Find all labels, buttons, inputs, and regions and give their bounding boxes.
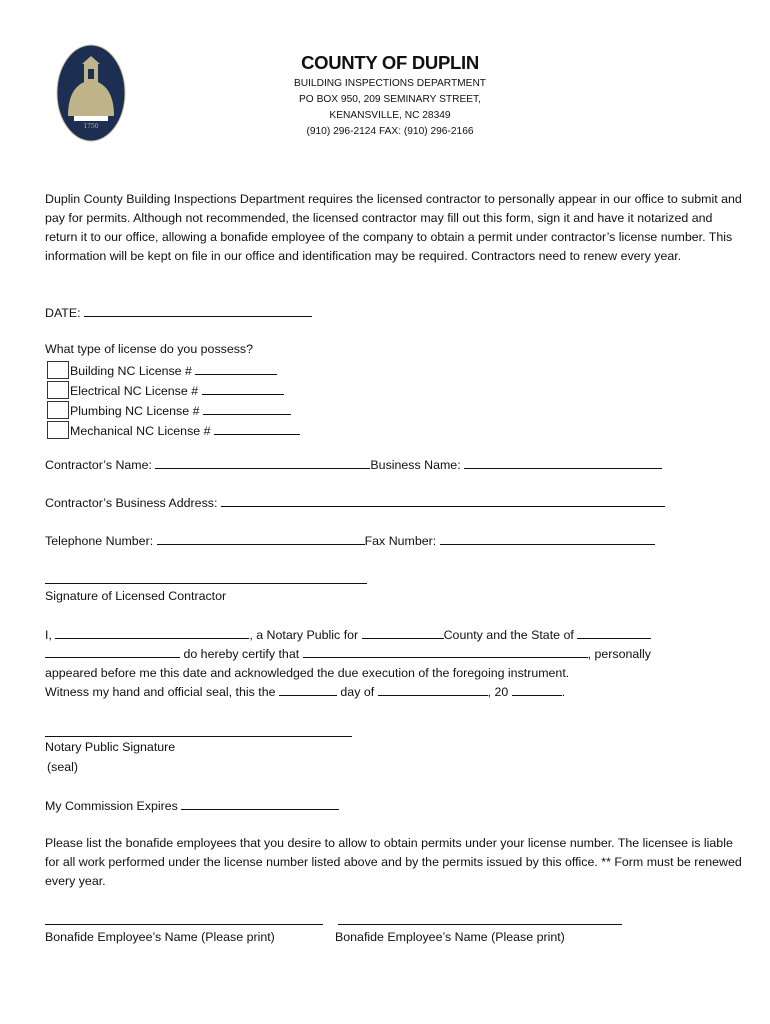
notary-text: , personally	[587, 647, 651, 661]
employee-2-name-line[interactable]	[338, 924, 622, 925]
notary-text: Witness my hand and official seal, this the	[45, 685, 276, 699]
notary-county-field[interactable]	[362, 626, 444, 639]
contractor-signature-line[interactable]	[45, 583, 367, 584]
signature-label: Signature of Licensed Contractor	[45, 589, 227, 603]
svg-text:1750: 1750	[83, 123, 99, 130]
department-name: BUILDING INSPECTIONS DEPARTMENT	[293, 78, 487, 89]
license-item-plumbing	[45, 401, 300, 421]
certify-name-field[interactable]	[45, 645, 180, 658]
license-label: Building NC License #	[70, 364, 192, 378]
telephone-field[interactable]	[157, 532, 365, 545]
fax-field[interactable]	[440, 532, 655, 545]
phone-line: (910) 296-2124 FAX: (910) 296-2166	[306, 126, 474, 137]
page-title: COUNTY OF DUPLIN	[301, 52, 479, 73]
license-label: Mechanical NC License #	[70, 424, 211, 438]
address-label: Contractor’s Business Address:	[45, 496, 218, 510]
fax-label: Fax Number:	[364, 534, 437, 548]
building-checkbox[interactable]	[47, 361, 69, 379]
notary-text: do hereby certify that	[183, 647, 300, 661]
license-item-mechanical	[45, 421, 300, 441]
date-field[interactable]	[84, 304, 312, 317]
mechanical-checkbox[interactable]	[47, 421, 69, 439]
address-row	[45, 494, 665, 510]
intro-paragraph: Duplin County Building Inspections Department requires the licensed contractor to personally appear in our office to submit and pay for permits. Although not recommended, the licensed contractor may fill out this form, sign it and have it notarized and return it to our office, allowing a bonafide employee of the company to obtain a permit under contractor’s license number. This information will be kept on file in our office and identification may be required. Contractors need to renew every year.	[45, 192, 742, 263]
witness-year-field[interactable]	[512, 683, 562, 696]
seal-label: (seal)	[47, 760, 78, 774]
telephone-label: Telephone Number:	[45, 534, 154, 548]
business-name-field[interactable]	[464, 456, 662, 469]
notary-signature-label: Notary Public Signature	[45, 740, 176, 754]
business-name-label: Business Name:	[370, 458, 461, 472]
witness-day-field[interactable]	[279, 683, 337, 696]
notary-signature-line[interactable]	[45, 736, 352, 737]
electrical-license-field[interactable]	[202, 382, 284, 395]
license-label: Plumbing NC License #	[70, 404, 200, 418]
notary-text: appeared before me this date and acknowledged the due execution of the foregoing instrument.	[45, 666, 570, 680]
address-field[interactable]	[221, 494, 665, 507]
license-label: Electrical NC License #	[70, 384, 199, 398]
license-item-building	[45, 361, 300, 381]
notary-block	[45, 626, 651, 702]
city-line: KENANSVILLE, NC 28349	[329, 110, 451, 121]
electrical-checkbox[interactable]	[47, 381, 69, 399]
contractor-row	[45, 456, 662, 472]
notary-text: , 20	[487, 685, 509, 699]
plumbing-checkbox[interactable]	[47, 401, 69, 419]
phone-row	[45, 532, 655, 548]
notary-name-field[interactable]	[55, 626, 249, 639]
date-row	[45, 304, 312, 320]
license-item-electrical	[45, 381, 300, 401]
license-question: What type of license do you possess?	[45, 342, 254, 356]
license-list	[45, 361, 300, 441]
building-license-field[interactable]	[195, 362, 277, 375]
certify-person-field[interactable]	[303, 645, 588, 658]
plumbing-license-field[interactable]	[203, 402, 291, 415]
notary-text: day of	[340, 685, 375, 699]
witness-month-field[interactable]	[378, 683, 488, 696]
employee-1-name-line[interactable]	[45, 924, 323, 925]
county-seal	[56, 44, 126, 145]
notary-text: , a Notary Public for	[249, 628, 359, 642]
address-line: PO BOX 950, 209 SEMINARY STREET,	[299, 94, 481, 105]
date-label: DATE:	[45, 306, 81, 320]
commission-row	[45, 797, 339, 813]
contractor-name-label: Contractor’s Name:	[45, 458, 152, 472]
commission-field[interactable]	[181, 797, 339, 810]
employee-1-label: Bonafide Employee’s Name (Please print)	[45, 930, 275, 944]
employees-paragraph: Please list the bonafide employees that you desire to allow to obtain permits under your license number. The licensee is liable for all work performed under the license number listed above and by the permits issued by this office. ** Form must be renewed every year.	[45, 836, 742, 888]
mechanical-license-field[interactable]	[214, 422, 300, 435]
notary-text: .	[561, 685, 566, 699]
notary-text: County and the State of	[443, 628, 574, 642]
notary-state-field[interactable]	[577, 626, 651, 639]
contractor-name-field[interactable]	[155, 456, 370, 469]
notary-text: I,	[45, 628, 52, 642]
commission-label: My Commission Expires	[45, 799, 178, 813]
employee-2-label: Bonafide Employee’s Name (Please print)	[335, 930, 565, 944]
